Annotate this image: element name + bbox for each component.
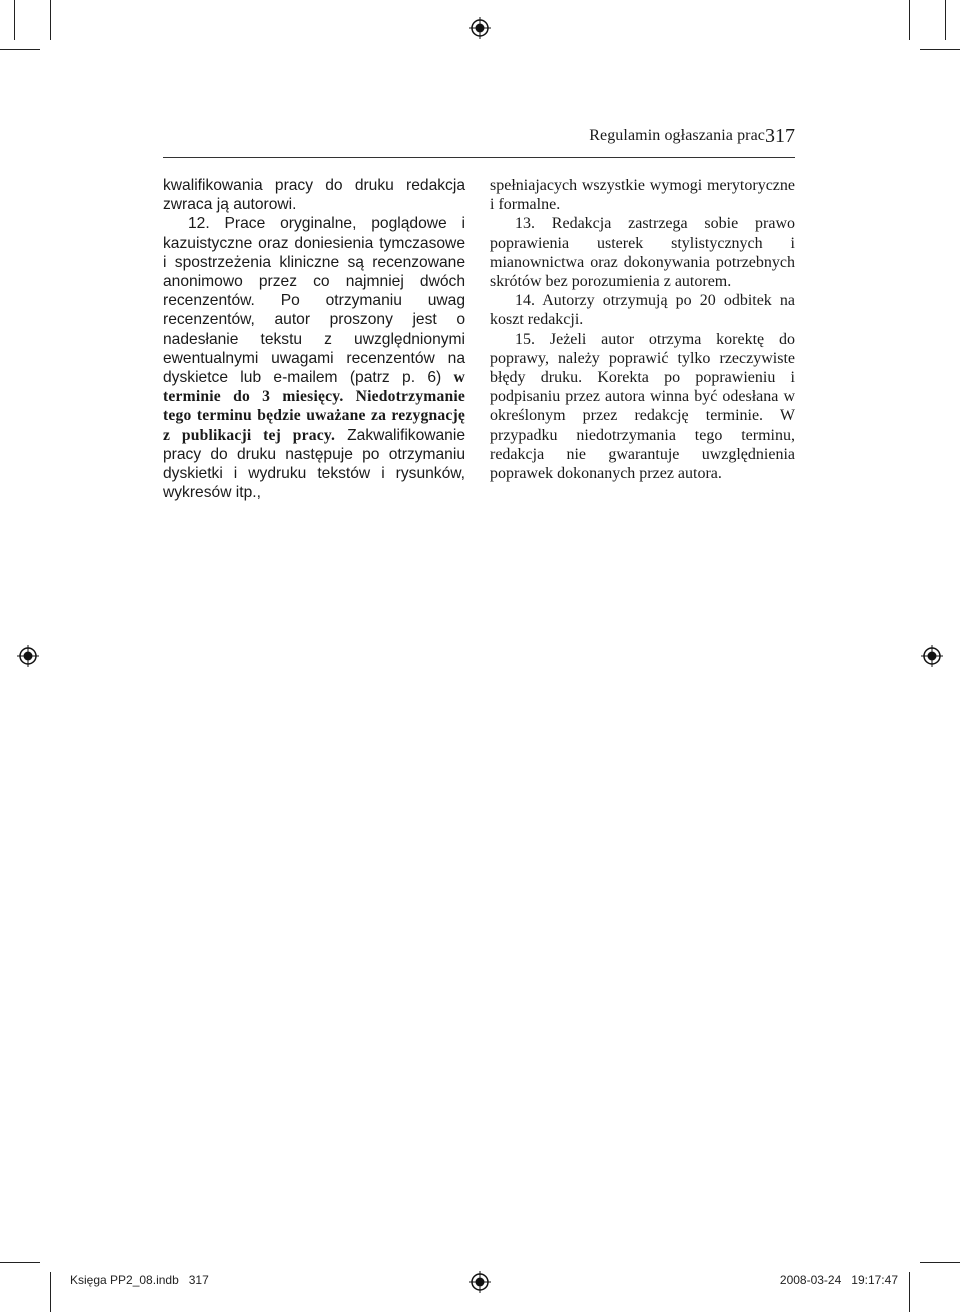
crop-mark [909,1272,910,1312]
registration-mark-icon [469,17,491,39]
crop-mark [14,0,15,40]
slug-file-info: Księga PP2_08.indb 317 [70,1273,209,1287]
registration-mark-icon [921,645,943,667]
crop-mark [920,1262,960,1263]
paragraph: kwalifikowania pracy do druku redakcja zwraca ją autorowi. [163,177,465,214]
crop-mark [945,0,946,40]
right-text-column [490,176,795,483]
crop-mark [0,49,40,50]
crop-mark [50,0,51,40]
registration-mark-icon [469,1271,491,1293]
paragraph-text: 12. Prace oryginalne, poglądowe i kazuistyczne oraz doniesienia tymczasowe i spostrzeżenia kliniczne są recenzowane anonimowo przez co najmniej dwóch recenzentów. Po otrzymaniu uwag recenzentów, autor proszony jest o nadesłanie tekstu z uwzględnionymi ewentualnymi uwagami recenzentów na dyskietce lub e-mailem (patrz p. 6) [163,215,465,387]
bold-emphasis: w terminie do 3 miesięcy. Niedotrzymanie tego terminu będzie uważane za rezygnację z publikacji tej pracy. [163,369,465,444]
header-rule [163,157,795,158]
left-text-column [163,176,465,502]
paragraph-13: 13. Redakcja zastrzega sobie prawo poprawienia usterek stylistycznych i mianownictwa oraz dokonywania potrzebnych skrótów bez porozumienia z autorem. [490,215,795,291]
registration-mark-icon [17,645,39,667]
slug-timestamp: 2008-03-24 19:17:47 [779,1273,898,1287]
paragraph-text: Zakwalifikowanie pracy do druku następuje po otrzymaniu dyskietki i wydruku tekstów i rysunków, wykresów itp., [163,426,465,502]
running-header-title: Regulamin ogłaszania prac [589,127,765,144]
crop-mark [0,1262,40,1263]
paragraph-14: 14. Autorzy otrzymują po 20 odbitek na koszt redakcji. [490,292,795,329]
crop-mark [909,0,910,40]
paragraph-15: 15. Jeżeli autor otrzyma korektę do poprawy, należy poprawić tylko rzeczywiste błędy druku. Korekta po poprawieniu i podpisaniu przez autora winna być odesłana w określonym przez redakcję terminie. W przypadku niedotrzymania tego terminu, redakcja nie gwarantuje uwzględnienia poprawek dokonanych przez autora. [490,330,795,483]
paragraph: spełniajacych wszystkie wymogi merytoryczne i formalne. [490,177,795,214]
page-number: 317 [765,125,795,147]
crop-mark [50,1272,51,1312]
paragraph-12 [163,214,465,502]
crop-mark [920,49,960,50]
